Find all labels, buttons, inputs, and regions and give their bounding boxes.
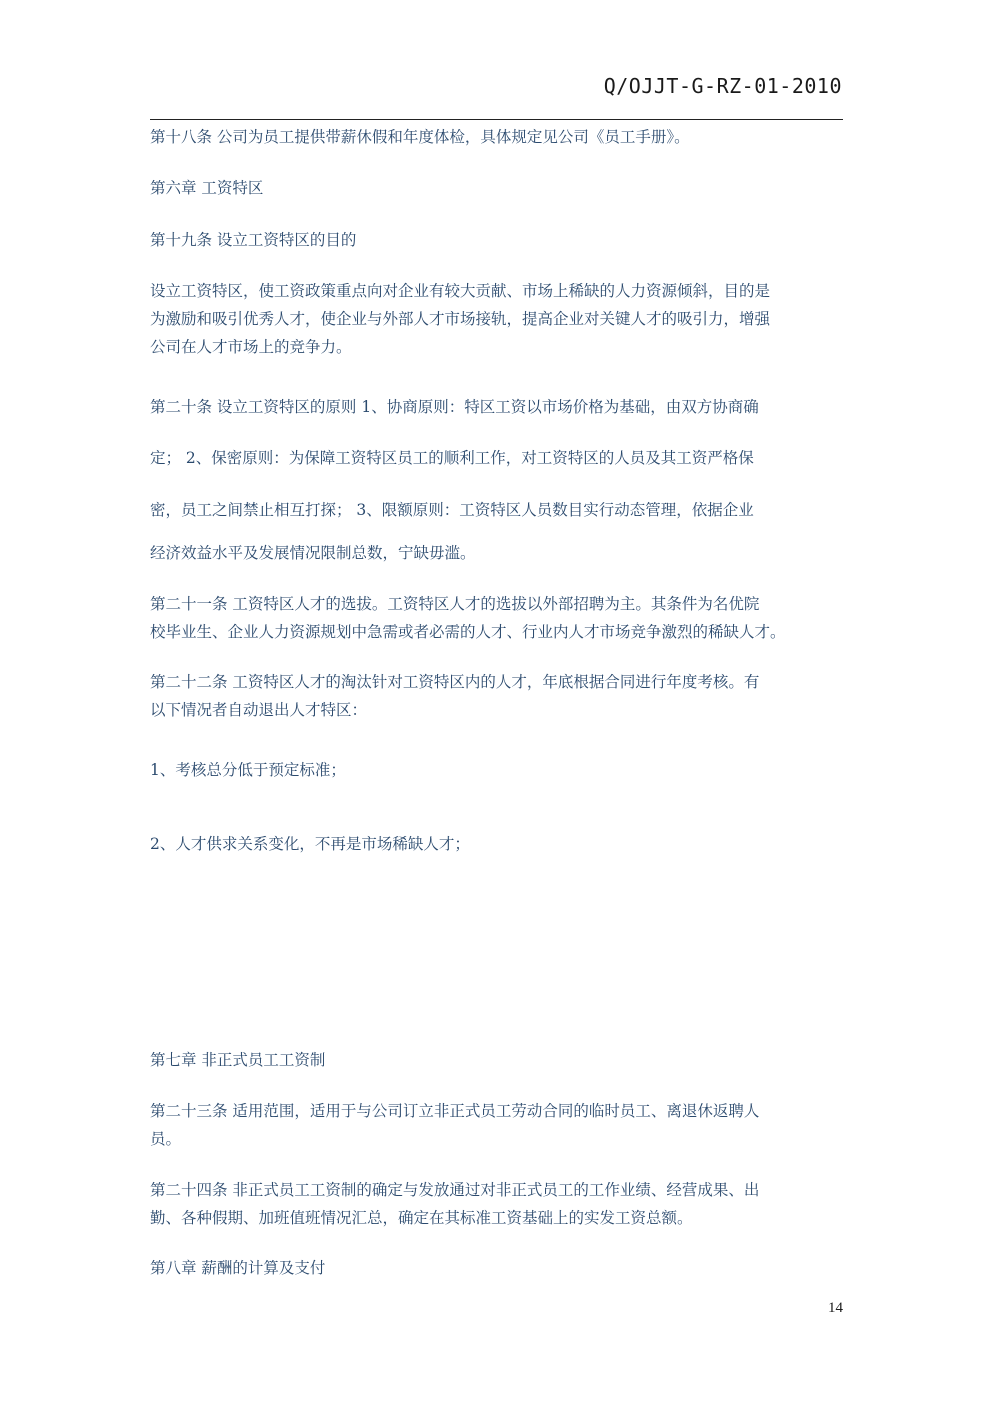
header-divider [150, 119, 843, 120]
article-22-line-1: 第二十二条 工资特区人才的淘汰针对工资特区内的人才，年底根据合同进行年度考核。有 [150, 673, 760, 691]
article-19-body-line-1: 设立工资特区，使工资政策重点向对企业有较大贡献、市场上稀缺的人力资源倾斜，目的是 [150, 282, 771, 300]
article-20-line-2: 定； 2、保密原则：为保障工资特区员工的顺利工作，对工资特区的人员及其工资严格保 [150, 449, 754, 467]
article-18: 第十八条 公司为员工提供带薪休假和年度体检，具体规定见公司《员工手册》。 [150, 128, 690, 146]
article-21-line-2: 校毕业生、企业人力资源规划中急需或者必需的人才、行业内人才市场竞争激烈的稀缺人才。 [150, 623, 786, 641]
article-19-body-line-3: 公司在人才市场上的竞争力。 [150, 338, 352, 356]
article-23-line-1: 第二十三条 适用范围，适用于与公司订立非正式员工劳动合同的临时员工、离退休返聘人 [150, 1102, 760, 1120]
list-item-2: 2、人才供求关系变化，不再是市场稀缺人才； [150, 835, 470, 853]
chapter-8-heading: 第八章 薪酬的计算及支付 [150, 1259, 326, 1277]
chapter-6-heading: 第六章 工资特区 [150, 179, 264, 197]
page-number: 14 [828, 1300, 843, 1316]
article-19-heading: 第十九条 设立工资特区的目的 [150, 231, 357, 249]
article-23-line-2: 员。 [150, 1130, 182, 1148]
article-20-line-3: 密，员工之间禁止相互打探； 3、限额原则：工资特区人员数目实行动态管理，依据企业 [150, 501, 754, 519]
article-22-line-2: 以下情况者自动退出人才特区： [150, 701, 368, 719]
article-24-line-1: 第二十四条 非正式员工工资制的确定与发放通过对非正式员工的工作业绩、经营成果、出 [150, 1181, 760, 1199]
article-19-body-line-2: 为激励和吸引优秀人才，使企业与外部人才市场接轨，提高企业对关键人才的吸引力，增强 [150, 310, 771, 328]
article-21-line-1: 第二十一条 工资特区人才的选拔。工资特区人才的选拔以外部招聘为主。其条件为名优院 [150, 595, 760, 613]
list-item-1: 1、考核总分低于预定标准； [150, 761, 346, 779]
document-code: Q/OJJT-G-RZ-01-2010 [603, 74, 842, 98]
chapter-7-heading: 第七章 非正式员工工资制 [150, 1051, 326, 1069]
article-24-line-2: 勤、各种假期、加班值班情况汇总，确定在其标准工资基础上的实发工资总额。 [150, 1209, 693, 1227]
article-20-line-1: 第二十条 设立工资特区的原则 1、协商原则：特区工资以市场价格为基础，由双方协商确 [150, 398, 759, 416]
article-20-line-4: 经济效益水平及发展情况限制总数，宁缺毋滥。 [150, 544, 476, 562]
